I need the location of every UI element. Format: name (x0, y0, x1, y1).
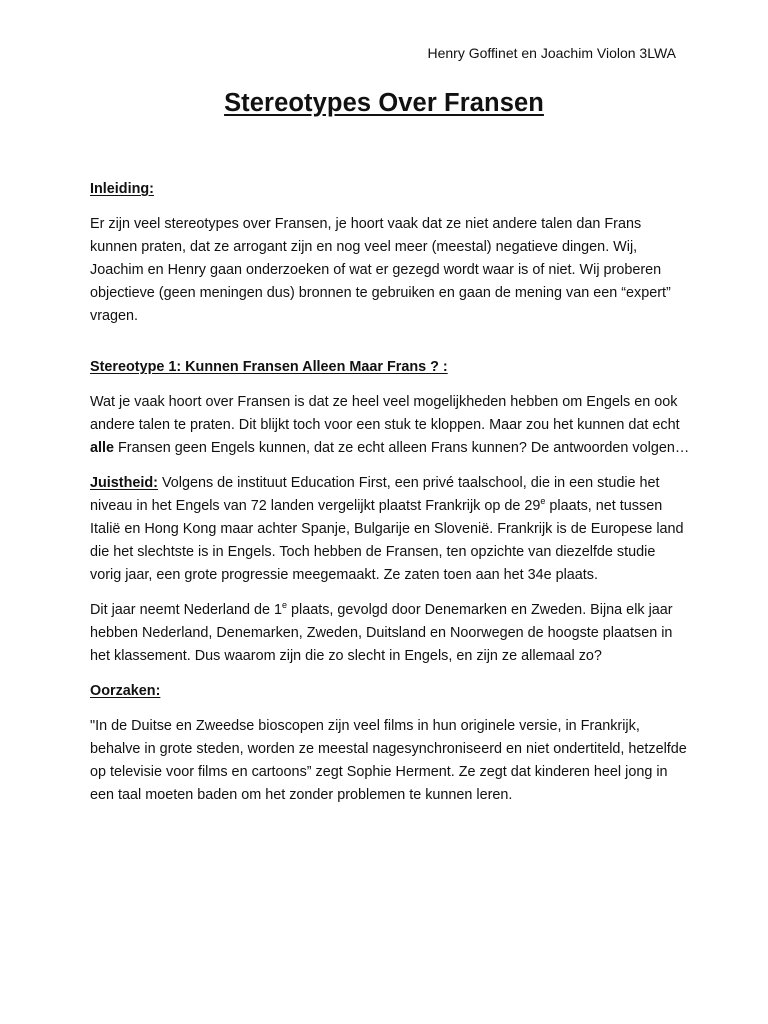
author-line: Henry Goffinet en Joachim Violon 3LWA (427, 45, 676, 61)
ranking-text-part1: Dit jaar neemt Nederland de 1 (90, 602, 282, 618)
accuracy-text-part2: plaats, net tussen Italië en Hong Kong maar achter Spanje, Bulgarije en Slovenië. Frankrijk is de Europese land die het slechtste is in Engels. Toch hebben de Fransen, ten opzichte van diezelfde studie vorig jaar, een grote progressie meegemaakt. Ze zaten toen aan het 34e plaats. (90, 498, 684, 583)
causes-heading-text: Oorzaken: (90, 683, 161, 699)
stereotype1-text-after: Fransen geen Engels kunnen, dat ze echt alleen Frans kunnen? De antwoorden volgen… (114, 440, 690, 456)
accuracy-paragraph (90, 472, 690, 587)
ranking-text-part2: plaats, gevolgd door Denemarken en Zweden. Bijna elk jaar hebben Nederland, Denemarken, Zweden, Duitsland en Noorwegen de hoogste plaatsen in het klassement. Dus waarom zijn die zo slecht in Engels, en zijn ze allemaal zo? (90, 602, 673, 664)
accuracy-label: Juistheid: (90, 475, 158, 491)
intro-paragraph: Er zijn veel stereotypes over Fransen, je hoort vaak dat ze niet andere talen dan Frans kunnen praten, dat ze arrogant zijn en nog veel meer (meestal) negatieve dingen. Wij, Joachim en Henry gaan onderzoeken of wat er gezegd wordt waar is of niet. Wij proberen objectieve (geen meningen dus) bronnen te gebruiken en gaan de mening van een “expert” vragen. (90, 216, 671, 324)
causes-heading (90, 680, 690, 703)
causes-paragraph: "In de Duitse en Zweedse bioscopen zijn veel films in hun originele versie, in Frankrijk, behalve in grote steden, worden ze meestal nagesynchroniseerd en niet ondertiteld, hetzelfde op televisie voor films en cartoons” zegt Sophie Herment. Ze zegt dat kinderen heel jong in een taal moeten baden om het zonder problemen te kunnen leren. (90, 718, 687, 803)
intro-heading (90, 178, 690, 201)
stereotype1-heading (90, 356, 690, 379)
ranking-superscript: e (281, 600, 287, 611)
stereotype1-heading-text: Stereotype 1: Kunnen Fransen Alleen Maar Frans ? : (90, 359, 448, 375)
accuracy-text-part1: Volgens de instituut Education First, een privé taalschool, die in een studie het niveau in het Engels van 72 landen vergelijkt plaatst Frankrijk op de 29 (90, 475, 660, 514)
stereotype1-paragraph (90, 391, 690, 460)
document-body (90, 178, 690, 819)
stereotype1-bold-word: alle (90, 440, 115, 456)
document-title: Stereotypes Over Fransen (224, 89, 544, 117)
intro-heading-text: Inleiding: (90, 181, 154, 197)
stereotype1-text-before: Wat je vaak hoort over Fransen is dat ze heel veel mogelijkheden hebben om Engels en ook andere talen te praten. Dit blijkt toch voor een stuk te kloppen. Maar zou het kunnen dat echt (90, 394, 680, 433)
ranking-paragraph (90, 599, 690, 668)
accuracy-superscript: e (540, 496, 546, 507)
